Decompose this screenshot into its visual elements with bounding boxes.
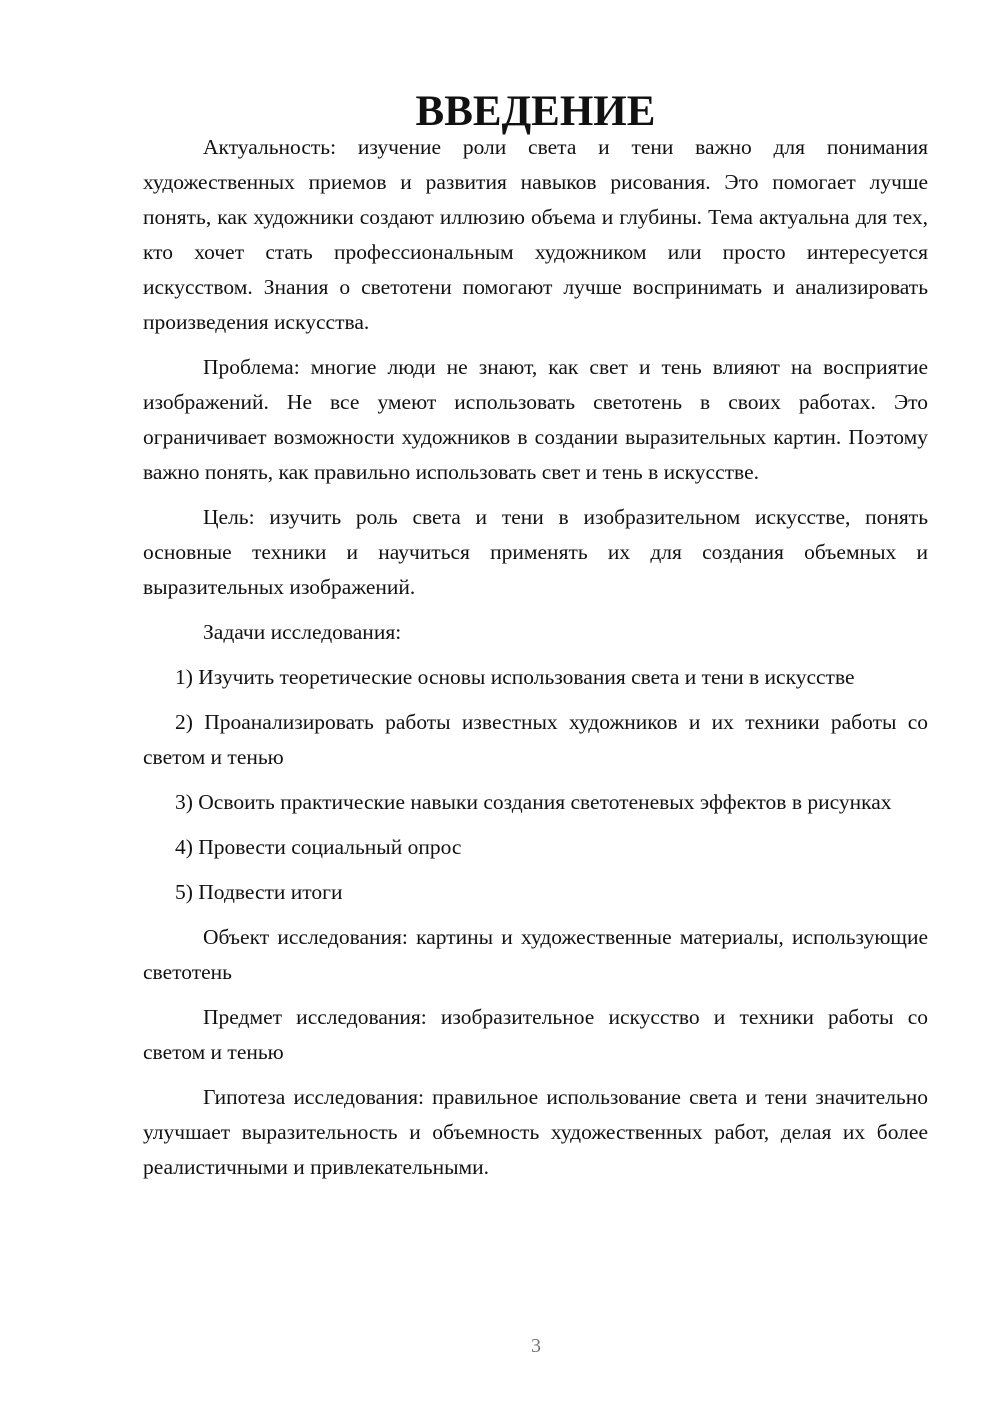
paragraph-relevance: Актуальность: изучение роли света и тени важно для понимания художественных приемов и развития навыков рисования. Это помогает лучше понять, как художники создают иллюзию объема и глубины. Тема актуальна для тех, кто хочет стать профессиональным художником или просто интересуется искусством. Знания о светотени помогают лучше воспринимать и анализировать произведения искусства. [143,135,928,334]
task-item-4: 4) Провести социальный опрос [175,835,462,859]
paragraph-goal: Цель: изучить роль света и тени в изобразительном искусстве, понять основные техники и научиться применять их для создания объемных и выразительных изображений. [143,505,928,599]
task-item-5: 5) Подвести итоги [175,880,343,904]
paragraph-object: Объект исследования: картины и художественные материалы, использующие светотень [143,925,928,984]
task-item-1: 1) Изучить теоретические основы использования света и тени в искусстве [175,665,855,689]
page-title: ВВЕДЕНИЕ [415,88,656,135]
paragraph-tasks-heading: Задачи исследования: [203,620,402,644]
task-item-2: 2) Проанализировать работы известных художников и их техники работы со светом и тенью [143,710,928,769]
task-item-3: 3) Освоить практические навыки создания светотеневых эффектов в рисунках [175,790,892,814]
page-number: 3 [531,1335,541,1357]
paragraph-hypothesis: Гипотеза исследования: правильное использование света и тени значительно улучшает выразительность и объемность художественных работ, делая их более реалистичными и привлекательными. [143,1085,928,1179]
page-content [143,88,928,1185]
paragraph-subject: Предмет исследования: изобразительное искусство и техники работы со светом и тенью [143,1005,928,1064]
paragraph-problem: Проблема: многие люди не знают, как свет и тень влияют на восприятие изображений. Не все умеют использовать светотень в своих работах. Это ограничивает возможности художников в создании выразительных картин. Поэтому важно понять, как правильно использовать свет и тень в искусстве. [143,355,928,484]
